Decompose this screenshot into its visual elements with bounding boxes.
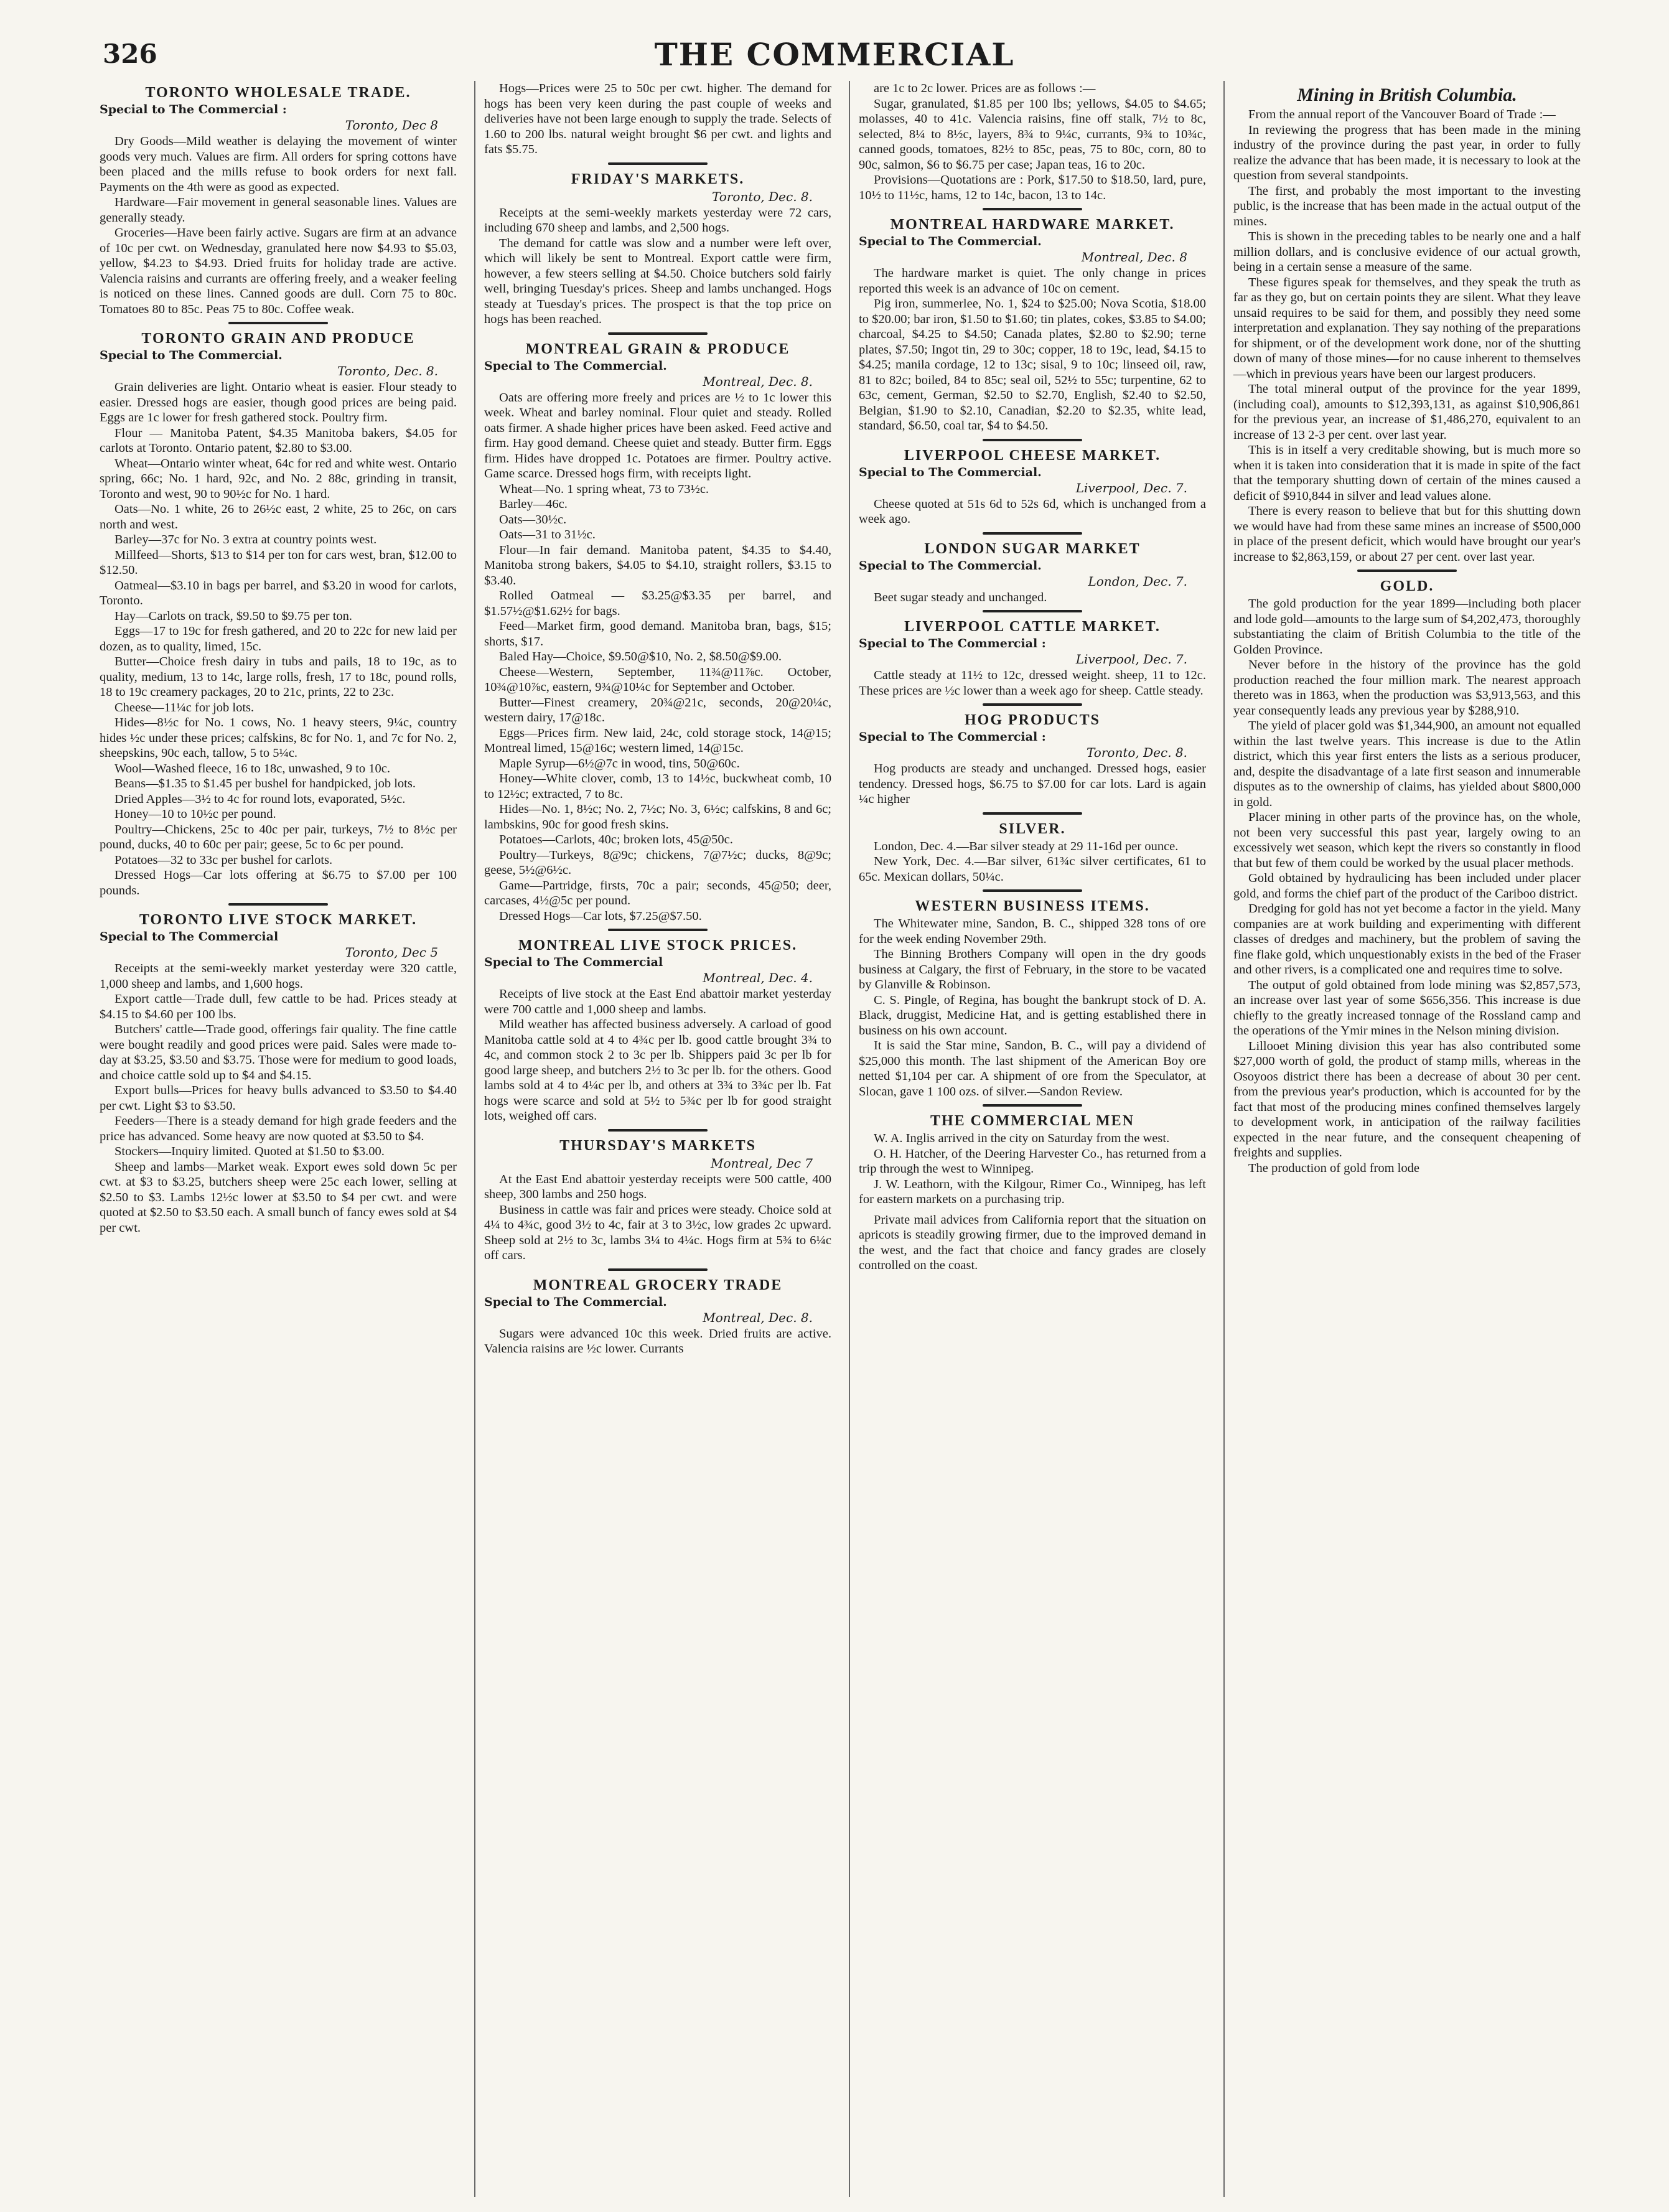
article-byline: Special to The Commercial — [100, 930, 279, 944]
article-paragraph: The total mineral output of the province for the year 1899, (including coal), amounts to $12,393,131, as against $10,906,861 for the previous year, an increase of $1,486,270, equivalent to an increase of 13 2-3 per cent. over last year. — [1233, 382, 1581, 442]
article — [484, 1129, 831, 1263]
article-headline: GOLD. — [1380, 578, 1434, 594]
article — [859, 1212, 1206, 1273]
article-paragraph: London, Dec. 4.—Bar silver steady at 29 11-16d per ounce. — [874, 839, 1179, 853]
article-paragraph: Sugar, granulated, $1.85 per 100 lbs; yellows, $4.05 to $4.65; molasses, 40 to 41c. Valencia raisins, fine off stalk, 7½ to 8c, selected, 8¼ to 8½c, layers, 8¾ to 9¼c, currants, 9¾ to 10¾c, canned goods, tomatoes, 82½ to 85c, peas, 75 to 80c, corn, 80 to 90c, salmon, $6 to $6.75 per case; Japan teas, 16 to 20c. — [859, 96, 1206, 172]
article-byline: Special to The Commercial : — [859, 730, 1046, 744]
article — [484, 162, 831, 327]
article-paragraph: These figures speak for themselves, and they speak the truth as far as they go, but on certain points they are silent. What they leave unsaid requires to be said for them, and possibly they need some interpretation and explanation. They say nothing of the preparations for shipment, or of the development work done, nor of the shutting down of many of those mines—for no cause inherent to themselves—which in previous years have been our largest producers. — [1233, 275, 1581, 381]
article-headline: TORONTO WHOLESALE TRADE. — [145, 85, 411, 101]
column-2 — [474, 81, 831, 2197]
section-divider — [983, 703, 1082, 706]
section-divider — [228, 322, 328, 324]
article-byline: Special to The Commercial. — [484, 359, 667, 373]
article — [484, 81, 831, 157]
article-dateline: Montreal, Dec 7 — [710, 1155, 813, 1171]
article-byline: Special to The Commercial — [484, 955, 663, 969]
article-paragraph: Oats—No. 1 white, 26 to 26½c east, 2 white, 25 to 26c, on cars north and west. — [100, 502, 457, 532]
article-dateline: London, Dec. 7. — [1088, 573, 1187, 589]
article-headline: LIVERPOOL CHEESE MARKET. — [904, 447, 1161, 464]
article — [859, 532, 1206, 606]
article-paragraph: Dredging for gold has not yet become a factor in the yield. Many companies are at work building and experimenting with different classes of dredges and machinery, but the problem of saving the fine flake gold, which unquestionably exists in the bed of the Fraser and other rivers, is a complicated one and requires time to solve. — [1233, 902, 1581, 977]
article-paragraph: O. H. Hatcher, of the Deering Harvester Co., has returned from a trip through the west to Winnipeg. — [859, 1146, 1206, 1176]
article-paragraph: This is shown in the preceding tables to be nearly one and a half million dollars, and is conclusive evidence of our actual growth, being in a certain sense a measure of the same. — [1233, 230, 1581, 274]
article-byline: Special to The Commercial : — [859, 637, 1046, 650]
article-dateline: Montreal, Dec. 8. — [703, 1310, 813, 1325]
article-paragraph: Barley—46c. — [499, 497, 568, 511]
article-paragraph: Oats—30½c. — [499, 512, 567, 527]
section-divider — [608, 1129, 708, 1132]
article-paragraph: This is in itself a very creditable showing, but is much more so when it is taken into consideration that it is made in spite of the fact that the temporary shutting down of certain of the mines caused a deficit of $910,844 in silver and lead values alone. — [1233, 443, 1581, 503]
page-number: 326 — [103, 39, 157, 69]
article — [1233, 85, 1581, 565]
article-paragraph: Wheat—No. 1 spring wheat, 73 to 73½c. — [499, 482, 709, 496]
article-headline: FRIDAY'S MARKETS. — [571, 171, 745, 187]
article-dateline: Montreal, Dec. 8. — [703, 373, 813, 389]
article-paragraph: Gold obtained by hydraulicing has been included under placer gold, and forms the chief part of the product of the Cariboo district. — [1233, 871, 1581, 901]
section-divider — [983, 812, 1082, 815]
article — [100, 322, 457, 898]
article-headline: THURSDAY'S MARKETS — [559, 1137, 756, 1154]
article — [484, 332, 831, 924]
section-divider — [1357, 569, 1457, 572]
article-paragraph: Flour — Manitoba Patent, $4.35 Manitoba bakers, $4.05 for carlots at Toronto. Ontario patent, $2.80 to $3.00. — [100, 426, 457, 455]
article-headline: SILVER. — [999, 820, 1066, 837]
article-paragraph: Groceries—Have been fairly active. Sugars are firm at an advance of 10c per cwt. on Wednesday, granulated here now $4.93 to $5.03, yellow, $4.23 to $4.93. Dried fruits for holiday trade are active. Valencia raisins and currants are offering freely, and a weaker feeling is noticed on these lines. Canned goods are dull. Corn 75 to 80c. Tomatoes 80 to 85c. Peas 75 to 80c. Coffee weak. — [100, 226, 457, 316]
article-paragraph: Export cattle—Trade dull, few cattle to be had. Prices steady at $4.15 to $4.60 per 100 lbs. — [100, 992, 457, 1021]
article-dateline: Toronto, Dec. 8. — [712, 189, 813, 204]
article-paragraph: Wheat—Ontario winter wheat, 64c for red and white west. Ontario spring, 66c; No. 1 hard, 92c, and No. 2 88c, grinding in transit, Toronto and west, 90 to 90½c for No. 1 hard. — [100, 456, 457, 501]
article-paragraph: Butter—Choice fresh dairy in tubs and pails, 18 to 19c, as to quality, medium, 13 to 14c, large rolls, fresh, 17 to 18c, pound rolls, 18 to 19c creamery packages, 20 to 21c, prints, 22 to 23c. — [100, 655, 457, 699]
article-paragraph: At the East End abattoir yesterday receipts were 500 cattle, 400 sheep, 300 lambs and 250 hogs. — [484, 1172, 831, 1201]
article-paragraph: Dried Apples—3½ to 4c for round lots, evaporated, 5½c. — [115, 792, 406, 806]
article-paragraph: Placer mining in other parts of the province has, on the whole, not been very successful this past year, largely owing to an excessively wet season, which kept the rivers so constantly in flood that but few of them could be worked by the usual placer methods. — [1233, 810, 1581, 870]
article-paragraph: Cheese—Western, September, 11¾@11⅞c. October, 10¾@10⅞c, eastern, 9¾@10¼c for September and October. — [484, 665, 831, 694]
article-paragraph: Receipts at the semi-weekly markets yesterday were 72 cars, including 670 sheep and lambs, and 2,500 hogs. — [484, 205, 831, 235]
article-paragraph: Dressed Hogs—Car lots offering at $6.75 to $7.00 per 100 pounds. — [100, 868, 457, 897]
article-paragraph: Wool—Washed fleece, 16 to 18c, unwashed, 9 to 10c. — [115, 761, 391, 776]
article-paragraph: Maple Syrup—6½@7c in wood, tins, 50@60c. — [499, 756, 740, 771]
section-divider — [608, 1268, 708, 1271]
article-paragraph: Potatoes—Carlots, 40c; broken lots, 45@50c. — [499, 833, 733, 846]
article-headline: LIVERPOOL CATTLE MARKET. — [904, 619, 1161, 635]
article-byline: Special to The Commercial. — [859, 465, 1042, 479]
article-paragraph: Poultry—Turkeys, 8@9c; chickens, 7@7½c; ducks, 8@9c; geese, 5½@6½c. — [484, 848, 831, 877]
article — [859, 703, 1206, 807]
article-paragraph: From the annual report of the Vancouver Board of Trade :— — [1248, 108, 1556, 121]
article-paragraph: The output of gold obtained from lode mining was $2,857,573, an increase over last year of some $656,356. This increase is due chiefly to the greatly increased tonnage of the Rossland camp and the operations of the Ymir mines in the Nelson mining division. — [1233, 978, 1581, 1038]
article-paragraph: Butchers' cattle—Trade good, offerings fair quality. The fine cattle were bought readily and good prices were paid. Sales were made to-day at $3.25, $3.50 and $3.75. Those were for medium to good loads, and choice cattle sold up to $4 and $4.15. — [100, 1023, 457, 1082]
article-paragraph: Sheep and lambs—Market weak. Export ewes sold down 5c per cwt. at $3 to $3.25, butchers sheep were 25c each lower, selling at $2.50 to $3. Lambs 12½c lower at $3.50 to $4 per cwt. and were quoted at $2.50 to $3.50 each. A small bunch of fancy ewes sold at $4 per cwt. — [100, 1160, 457, 1235]
section-divider — [983, 439, 1082, 441]
article-paragraph: Feeders—There is a steady demand for high grade feeders and the price has advanced. Some heavy are now quoted at $3.50 to $4. — [100, 1114, 457, 1143]
article-dateline: Toronto, Dec. 8. — [337, 363, 438, 378]
article-headline: MONTREAL LIVE STOCK PRICES. — [518, 937, 798, 954]
article-paragraph: Private mail advices from California report that the situation on apricots is steadily growing firmer, due to the improved demand in the west, and the fact that choice and fancy grades are closely controlled on the coast. — [859, 1212, 1206, 1272]
article-paragraph: Receipts at the semi-weekly market yesterday were 320 cattle, 1,000 sheep and lambs, and 1,600 hogs. — [100, 962, 457, 991]
section-divider — [983, 532, 1082, 535]
article — [859, 439, 1206, 527]
article-paragraph: W. A. Inglis arrived in the city on Saturday from the west. — [874, 1132, 1170, 1145]
masthead-title: THE COMMERCIAL — [654, 36, 1015, 73]
article-paragraph: Cheese—11¼c for job lots. — [115, 700, 255, 715]
column-1 — [100, 81, 457, 2197]
article-paragraph: Pig iron, summerlee, No. 1, $24 to $25.00; Nova Scotia, $18.00 to $20.00; bar iron, $1.50 to $1.60; tin plates, cokes, $3.85 to $4.00; charcoal, $4.25 to $4.50; Canada plates, $2.80 to $2.90; terne plates, $7.50; Ingot tin, 29 to 30c; copper, 18 to 19c, lead, $4.15 to $4.25; manila cordage, 12 to 13c; sisal, 9 to 10c; linseed oil, raw, 81 to 82c; boiled, 84 to 85c; seal oil, 52½ to 55c; turpentine, 62 to 63c, cement, German, $2.50 to $2.70, English, $2.40 to $2.50, Belgian, $1.90 to $2.10, Canadian, $2.20 to $2.35, white lead, standard, $6.50, coal tar, $4 to $4.50. — [859, 297, 1206, 433]
article-paragraph: Grain deliveries are light. Ontario wheat is easier. Flour steady to easier. Dressed hogs are easier, though good prices are being paid. Eggs are 1c lower for fresh gathered stock. Poultry firm. — [100, 380, 457, 424]
article-paragraph: are 1c to 2c lower. Prices are as follows :— — [874, 82, 1096, 95]
section-divider — [228, 903, 328, 906]
article-paragraph: C. S. Pingle, of Regina, has bought the bankrupt stock of D. A. Black, druggist, Medicine Hat, and is getting established there in business on his own account. — [859, 993, 1206, 1038]
article — [484, 1268, 831, 1357]
column-3 — [849, 81, 1206, 2197]
section-divider — [983, 889, 1082, 892]
article-headline: LONDON SUGAR MARKET — [924, 540, 1141, 557]
article-paragraph: Hides—8½c for No. 1 cows, No. 1 heavy steers, 9¼c, country hides ½c under these prices; calfskins, 8c for No. 1, and 7c for No. 2, sheepskins, 90c each, tallow, 5 to 5¼c. — [100, 716, 457, 760]
article — [859, 1104, 1206, 1207]
article-paragraph: Feed—Market firm, good demand. Manitoba bran, bags, $15; shorts, $17. — [484, 619, 831, 649]
article-paragraph: In reviewing the progress that has been made in the mining industry of the province during the past year, in order to fully realize the advance that has been made, it is necessary to look at the question from several standpoints. — [1233, 123, 1581, 182]
article-headline: WESTERN BUSINESS ITEMS. — [915, 898, 1150, 914]
article-paragraph: The Binning Brothers Company will open in the dry goods business at Calgary, the first of February, in the store to be vacated by Glanville & Robinson. — [859, 947, 1206, 991]
article-byline: Special to The Commercial. — [100, 349, 283, 362]
article-paragraph: The demand for cattle was slow and a number were left over, which will likely be sent to Montreal. Export cattle were firm, however, a few steers selling at $4.50. Choice butchers sold fairly well, bringing Tuesday's prices. Sheep and lambs unchanged. Hogs steady at Tuesday's prices. The prospect is that the top price on hogs has been reached. — [484, 236, 831, 326]
section-divider — [983, 610, 1082, 612]
article-paragraph: Hogs—Prices were 25 to 50c per cwt. higher. The demand for hogs has been very keen during the past couple of weeks and deliveries have not been large enough to supply the trade. Selects of 1.60 to 200 lbs. natural weight brought $6 per cwt. and lights and fats $5.75. — [484, 82, 831, 156]
article-headline: TORONTO LIVE STOCK MARKET. — [139, 912, 418, 928]
article-dateline: Montreal, Dec. 4. — [703, 970, 813, 985]
article-dateline: Liverpool, Dec. 7. — [1075, 480, 1187, 495]
article-byline: Special to The Commercial. — [859, 558, 1042, 573]
article — [859, 208, 1206, 434]
article-paragraph: Business in cattle was fair and prices were steady. Choice sold at 4¼ to 4¾c, good 3½ to 4c, fair at 3 to 3½c, low grades 2c upward. Sheep sold at 2½ to 3c, lambs 3¼ to 4¼c. Hogs firm at 5¾ to 6¼c off cars. — [484, 1202, 831, 1262]
article-paragraph: The hardware market is quiet. The only change in prices reported this week is an advance of 10c on cement. — [859, 266, 1206, 296]
article-paragraph: Flour—In fair demand. Manitoba patent, $4.35 to $4.40, Manitoba strong bakers, $4.05 to $4.10, straight rollers, $3.15 to $3.40. — [484, 543, 831, 588]
article-headline: TORONTO GRAIN AND PRODUCE — [141, 330, 415, 347]
article-paragraph: Lillooet Mining division this year has also contributed some $27,000 worth of gold, the product of stamp mills, whereas in the Osoyoos district there has been a decrease of about 30 per cent. from the previous year's production, which is accounted for by the fact that most of the producing mines confined themselves largely to development work, in anticipation of the railway facilities expected in the near future, and the consequent cheapening of freights and supplies. — [1233, 1039, 1581, 1160]
article-byline: Special to The Commercial. — [859, 235, 1042, 248]
article-paragraph: Sugars were advanced 10c this week. Dried fruits are active. Valencia raisins are ½c lower. Currants — [484, 1326, 831, 1356]
article-paragraph: It is said the Star mine, Sandon, B. C., will pay a dividend of $25,000 this month. The last shipment of the American Boy ore netted $1,104 per car. A shipment of ore from the Speculator, at Slocan, gave 1 100 ozs. of silver.—Sandon Review. — [859, 1039, 1206, 1099]
article-dateline: Liverpool, Dec. 7. — [1075, 652, 1187, 667]
article — [100, 903, 457, 1235]
article-paragraph: Dressed Hogs—Car lots, $7.25@$7.50. — [499, 909, 702, 923]
article-paragraph: Stockers—Inquiry limited. Quoted at $1.50 to $3.00. — [115, 1145, 385, 1158]
article-paragraph: Provisions—Quotations are : Pork, $17.50 to $18.50, lard, pure, 10½ to 11½c, hams, 12 to 14c, bacon, 13 to 14c. — [859, 173, 1206, 202]
column-4 — [1223, 81, 1581, 2197]
article-headline: MONTREAL HARDWARE MARKET. — [890, 217, 1175, 233]
article-paragraph: Honey—White clover, comb, 13 to 14½c, buckwheat comb, 10 to 12½c; extracted, 7 to 8c. — [484, 772, 831, 801]
article-dateline: Toronto, Dec 8 — [345, 118, 438, 133]
article-paragraph: New York, Dec. 4.—Bar silver, 61¾c silver certificates, 61 to 65c. Mexican dollars, 50¼c. — [859, 855, 1206, 884]
article-paragraph: Hides—No. 1, 8½c; No. 2, 7½c; No. 3, 6½c; calfskins, 8 and 6c; lambskins, 90c for good fresh skins. — [484, 802, 831, 832]
article-paragraph: Game—Partridge, firsts, 70c a pair; seconds, 45@50; deer, carcases, 4½@5c per pound. — [484, 878, 831, 907]
article-paragraph: Millfeed—Shorts, $13 to $14 per ton for cars west, bran, $12.00 to $12.50. — [100, 548, 457, 577]
article-paragraph: The Whitewater mine, Sandon, B. C., shipped 328 tons of ore for the week ending November 29th. — [859, 917, 1206, 946]
column-grid — [100, 81, 1581, 2197]
article — [859, 812, 1206, 885]
article-byline: Special to The Commercial : — [100, 103, 287, 116]
article-paragraph: J. W. Leathorn, with the Kilgour, Rimer Co., Winnipeg, has left for eastern markets on a purchasing trip. — [859, 1177, 1206, 1206]
article-paragraph: Honey—10 to 10½c per pound. — [115, 807, 276, 821]
article — [1233, 569, 1581, 1176]
article-paragraph: Eggs—17 to 19c for fresh gathered, and 20 to 22c for new laid per dozen, as to quality, limed, 15c. — [100, 624, 457, 654]
article-dateline: Toronto, Dec 5 — [345, 945, 438, 960]
article-paragraph: Eggs—Prices firm. New laid, 24c, cold storage stock, 14@15; Montreal limed, 15@16c; western limed, 14@15c. — [484, 726, 831, 755]
article-paragraph: Hog products are steady and unchanged. Dressed hogs, easier tendency. Dressed hogs, $6.75 to $7.00 for car lots. Lard is again ¼c higher — [859, 762, 1206, 806]
article-headline: MONTREAL GROCERY TRADE — [533, 1277, 783, 1293]
article-headline: HOG PRODUCTS — [964, 712, 1100, 728]
section-divider — [983, 208, 1082, 210]
article — [484, 929, 831, 1124]
article-dateline: Montreal, Dec. 8 — [1081, 250, 1187, 265]
article-paragraph: Dry Goods—Mild weather is delaying the movement of winter goods very much. Values are firm. All orders for spring cottons have been placed and the mills refuse to book orders for next fall. Payments on the 4th were as good as expected. — [100, 134, 457, 194]
article-paragraph: The gold production for the year 1899—including both placer and lode gold—amounts to the large sum of $4,202,473, thoroughly substantiating the claim of British Columbia to the title of the Golden Province. — [1233, 597, 1581, 657]
article-paragraph: Hardware—Fair movement in general seasonable lines. Values are generally steady. — [100, 195, 457, 225]
article-paragraph: Never before in the history of the province has the gold production reached the four million mark. The nearest approach thereto was in 1863, when the production was $3,913,563, and this year consequently leads any previous year by $288,910. — [1233, 658, 1581, 718]
article-headline: THE COMMERCIAL MEN — [930, 1113, 1134, 1129]
section-divider — [608, 332, 708, 335]
section-divider — [608, 162, 708, 165]
article-paragraph: Oatmeal—$3.10 in bags per barrel, and $3.20 in wood for carlots, Toronto. — [100, 578, 457, 607]
article-paragraph: Potatoes—32 to 33c per bushel for carlots. — [115, 853, 333, 867]
article-paragraph: Rolled Oatmeal — $3.25@$3.35 per barrel, and $1.57½@$1.62½ for bags. — [484, 589, 831, 618]
article-dateline: Toronto, Dec. 8. — [1087, 745, 1187, 760]
article — [100, 85, 457, 317]
article-paragraph: Oats are offering more freely and prices are ½ to 1c lower this week. Wheat and barley nominal. Flour quiet and steady. Rolled oats firmer. A shade higher prices have been asked. Feed active and firm. Hay good demand. Cheese quiet and steady. Butter firm. Eggs firm. Hides have dropped 1c. Potatoes are firmer. Poultry active. Game scarce. Dressed hogs firm, with receipts light. — [484, 390, 831, 480]
article-paragraph: Receipts of live stock at the East End abattoir market yesterday were 700 cattle and 1,000 sheep and lambs. — [484, 987, 831, 1016]
article-paragraph: Oats—31 to 31½c. — [499, 528, 596, 541]
article-headline: MONTREAL GRAIN & PRODUCE — [525, 340, 790, 357]
section-divider — [983, 1104, 1082, 1107]
article — [859, 610, 1206, 698]
article-paragraph: Beet sugar steady and unchanged. — [874, 590, 1047, 604]
article-paragraph: Mild weather has affected business adversely. A carload of good Manitoba cattle sold at 4 to 4¾c per lb. good cattle brought 3¾ to 4c, and common stock 2 to 3c per lb. Shippers paid 3c per lb for good large sheep, and butchers 2½ to 3c per lb. for the others. Good lambs sold at 4 to 4¼c per lb, and others at 3¾ to 3¾c per lb. Fat hogs were scarce and sold at 5½ to 5¾c per lb for good straight lots, weighed off cars. — [484, 1018, 831, 1123]
article-paragraph: The first, and probably the most important to the investing public, is the increase that has been made in the actual output of the mines. — [1233, 184, 1581, 228]
article-paragraph: The production of gold from lode — [1248, 1161, 1419, 1175]
article-paragraph: The yield of placer gold was $1,344,900, an amount not equalled within the last twelve years. This increase is due to the Atlin district, which this year first enters the lists as a serious producer, and, despite the disadvantage of a late first season and innumerable disputes as to the ownership of claims, has yielded about $800,000 in gold. — [1233, 719, 1581, 809]
article-paragraph: Butter—Finest creamery, 20¾@21c, seconds, 20@20¼c, western dairy, 17@18c. — [484, 695, 831, 724]
article-paragraph: Cattle steady at 11½ to 12c, dressed weight. sheep, 11 to 12c. These prices are ½c lower than a week ago for sheep. Cattle steady. — [859, 668, 1206, 698]
article-headline: Mining in British Columbia. — [1297, 85, 1517, 105]
article-paragraph: Export bulls—Prices for heavy bulls advanced to $3.50 to $4.40 per cwt. Light $3 to $3.50. — [100, 1084, 457, 1113]
article — [859, 81, 1206, 203]
article-paragraph: Poultry—Chickens, 25c to 40c per pair, turkeys, 7½ to 8½c per pound, ducks, 40 to 60c per pair; geese, 5c to 6c per pound. — [100, 822, 457, 851]
article-paragraph: Barley—37c for No. 3 extra at country points west. — [115, 533, 377, 546]
section-divider — [608, 929, 708, 931]
article-paragraph: Baled Hay—Choice, $9.50@$10, No. 2, $8.50@$9.00. — [499, 650, 782, 663]
article-paragraph: Cheese quoted at 51s 6d to 52s 6d, which is unchanged from a week ago. — [859, 497, 1206, 526]
article-byline: Special to The Commercial. — [484, 1295, 667, 1309]
article — [859, 889, 1206, 1099]
article-paragraph: There is every reason to believe that but for this shutting down we would have had from these same mines an increase of $500,000 in place of the present deficit, which would have brought our year's increase to $2,863,159, or about 27 per cent. over last year. — [1233, 504, 1581, 564]
article-paragraph: Beans—$1.35 to $1.45 per bushel for handpicked, job lots. — [115, 777, 416, 790]
article-paragraph: Hay—Carlots on track, $9.50 to $9.75 per ton. — [115, 609, 353, 623]
